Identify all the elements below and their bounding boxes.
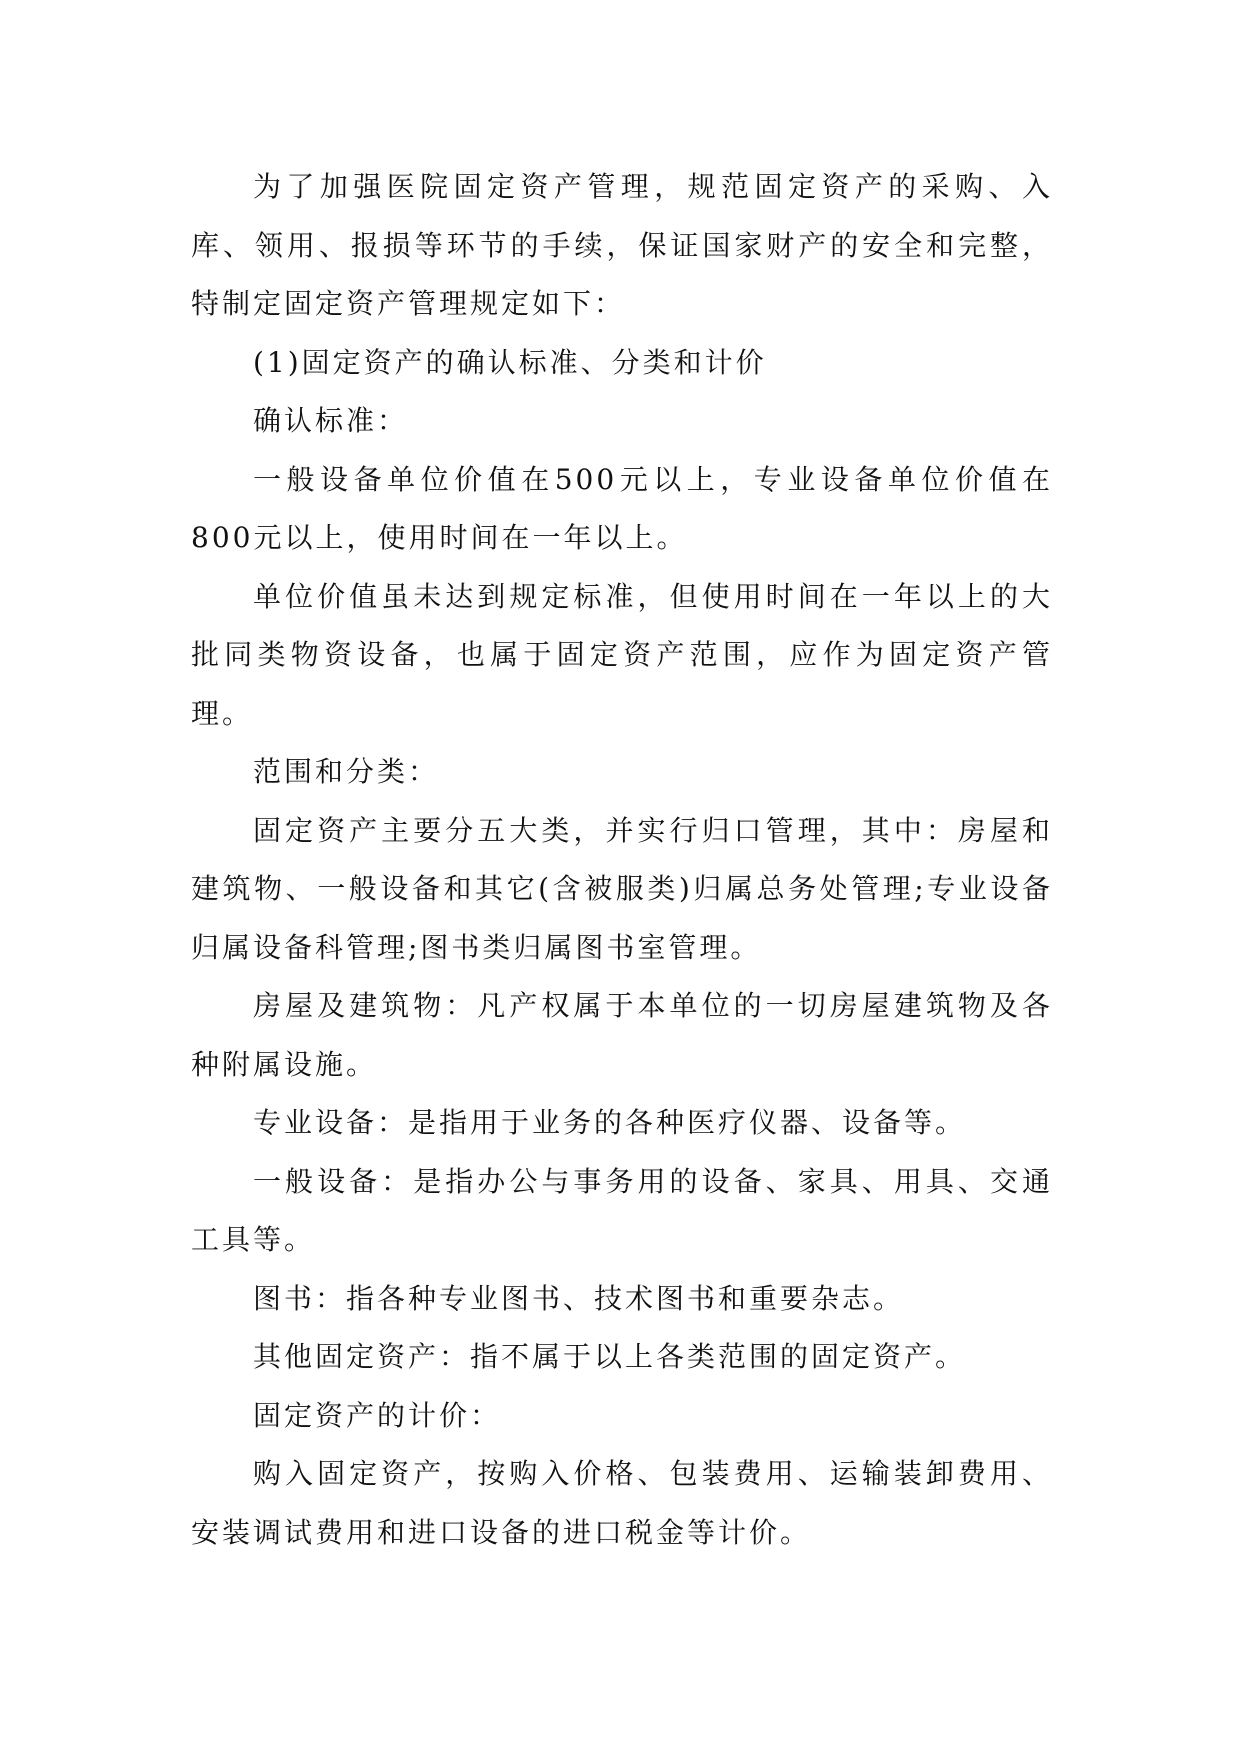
paragraph-buildings: 房屋及建筑物：凡产权属于本单位的一切房屋建筑物及各种附属设施。 bbox=[191, 989, 1053, 1081]
paragraph-intro: 为了加强医院固定资产管理，规范固定资产的采购、入库、领用、报损等环节的手续，保证国家财产的安全和完整，特制定固定资产管理规定如下： bbox=[191, 170, 1053, 320]
paragraph-five-categories: 固定资产主要分五大类，并实行归口管理，其中：房屋和建筑物、一般设备和其它(含被服类)归属总务处管理;专业设备归属设备科管理;图书类归属图书室管理。 bbox=[191, 813, 1053, 964]
paragraph-books: 图书：指各种专业图书、技术图书和重要杂志。 bbox=[253, 1281, 905, 1315]
paragraph-valuation-heading: 固定资产的计价： bbox=[253, 1398, 502, 1432]
paragraph-other-assets: 其他固定资产：指不属于以上各类范围的固定资产。 bbox=[253, 1340, 967, 1373]
paragraph-general-equipment: 一般设备：是指办公与事务用的设备、家具、用具、交通工具等。 bbox=[191, 1164, 1053, 1256]
document-body bbox=[191, 158, 1053, 1562]
paragraph-bulk-equipment: 单位价值虽未达到规定标准，但使用时间在一年以上的大批同类物资设备，也属于固定资产范围，应作为固定资产管理。 bbox=[191, 579, 1053, 730]
paragraph-professional-equipment: 专业设备：是指用于业务的各种医疗仪器、设备等。 bbox=[253, 1106, 967, 1139]
paragraph-value-threshold: 一般设备单位价值在500元以上，专业设备单位价值在800元以上，使用时间在一年以上。 bbox=[191, 462, 1053, 554]
paragraph-recognition-standard-heading: 确认标准： bbox=[253, 404, 409, 437]
paragraph-scope-classification-heading: 范围和分类： bbox=[253, 755, 440, 788]
paragraph-purchase-valuation: 购入固定资产，按购入价格、包装费用、运输装卸费用、安装调试费用和进口设备的进口税金等计价。 bbox=[191, 1457, 1053, 1549]
paragraph-section-heading: (1)固定资产的确认标准、分类和计价 bbox=[253, 345, 767, 379]
